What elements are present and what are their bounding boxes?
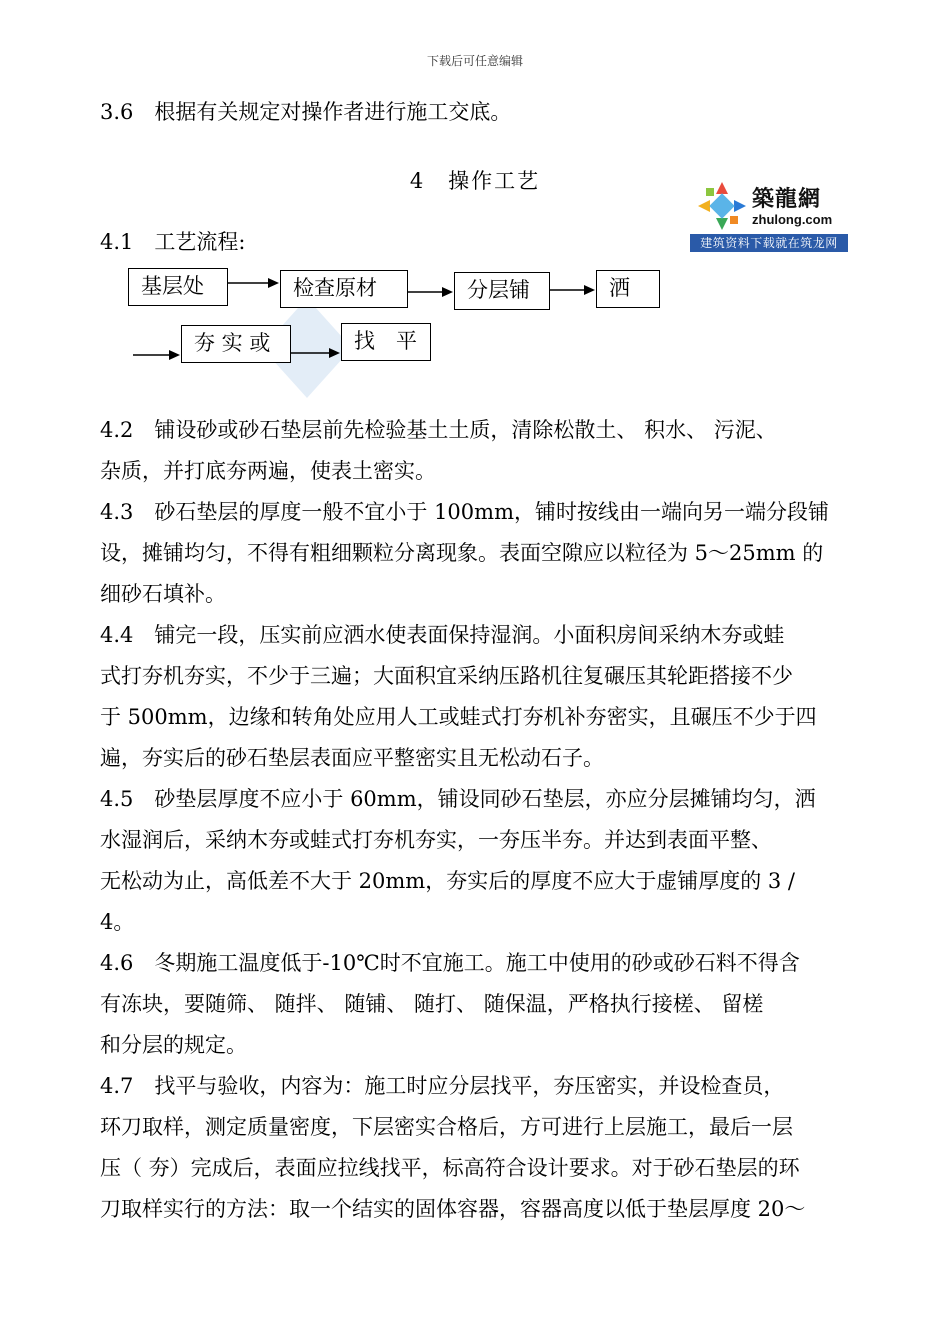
flow-box-compact: 夯 实 或 (181, 325, 291, 363)
flow-box-inspect: 检查原材 (280, 270, 408, 308)
flow-box-layer: 分层铺 (454, 272, 550, 310)
para-4-3-line-1: 4.3 砂石垫层的厚度一般不宜小于 100mm，铺时按线由一端向另一端分段铺 (100, 500, 829, 524)
flow-box-base: 基层处 (128, 268, 228, 306)
flow-arrow-1 (228, 276, 280, 290)
logo-tagline: 建筑资料下载就在筑龙网 (690, 234, 848, 252)
para-4-2-line-1: 4.2 铺设砂或砂石垫层前先检验基土土质，清除松散土、 积水、 污泥、 (100, 418, 777, 442)
para-4-4-line-3: 于 500mm，边缘和转角处应用人工或蛙式打夯机补夯密实，且碾压不少于四 (100, 705, 817, 729)
flow-box-level: 找 平 (341, 323, 431, 361)
para-4-7-line-4: 刀取样实行的方法：取一个结实的固体容器，容器高度以低于垫层厚度 20～ (100, 1197, 806, 1221)
flow-arrow-3 (550, 283, 596, 297)
flow-title: 4.1 工艺流程: (100, 230, 246, 254)
logo-icon (696, 180, 748, 232)
logo-domain: zhulong.com (752, 212, 833, 227)
para-4-5-line-4: 4。 (100, 910, 135, 934)
para-4-7-line-3: 压（ 夯）完成后，表面应拉线找平，标高符合设计要求。对于砂石垫层的环 (100, 1156, 800, 1180)
zhulong-logo (690, 176, 848, 254)
para-4-7-line-1: 4.7 找平与验收，内容为：施工时应分层找平，夯压密实，并设检查员， (100, 1074, 785, 1098)
para-4-3-line-3: 细砂石填补。 (100, 582, 226, 606)
logo-chinese-name: 築龍網 (752, 186, 822, 212)
para-4-6-line-2: 有冻块，要随筛、 随拌、 随铺、 随打、 随保温，严格执行接槎、 留槎 (100, 992, 764, 1016)
flow-arrow-5 (291, 346, 341, 360)
para-4-4-line-4: 遍，夯实后的砂石垫层表面应平整密实且无松动石子。 (100, 746, 604, 770)
para-4-4-line-2: 式打夯机夯实，不少于三遍；大面积宜采纳压路机往复碾压其轮距搭接不少 (100, 664, 793, 688)
flow-arrow-2 (408, 285, 454, 299)
section-3-6: 3.6 根据有关规定对操作者进行施工交底。 (100, 100, 512, 124)
para-4-6-line-1: 4.6 冬期施工温度低于-10℃时不宜施工。施工中使用的砂或砂石料不得含 (100, 951, 800, 975)
para-4-3-line-2: 设，摊铺均匀，不得有粗细颗粒分离现象。表面空隙应以粒径为 5～25mm 的 (100, 541, 824, 565)
para-4-4-line-1: 4.4 铺完一段，压实前应洒水使表面保持湿润。小面积房间采纳木夯或蛙 (100, 623, 785, 647)
para-4-5-line-1: 4.5 砂垫层厚度不应小于 60mm，铺设同砂石垫层，亦应分层摊铺均匀，洒 (100, 787, 816, 811)
para-4-6-line-3: 和分层的规定。 (100, 1033, 247, 1057)
para-4-5-line-3: 无松动为止，高低差不大于 20mm，夯实后的厚度不应大于虚铺厚度的 3 / (100, 869, 796, 893)
page-header-note: 下载后可任意编辑 (426, 54, 523, 68)
section-heading: 4 操作工艺 (409, 169, 541, 193)
flow-box-sprinkle: 洒 (596, 270, 660, 308)
flow-arrow-4 (133, 348, 181, 362)
para-4-5-line-2: 水湿润后，采纳木夯或蛙式打夯机夯实，一夯压半夯。并达到表面平整、 (100, 828, 772, 852)
para-4-7-line-2: 环刀取样，测定质量密度，下层密实合格后，方可进行上层施工，最后一层 (100, 1115, 793, 1139)
para-4-2-line-2: 杂质，并打底夯两遍，使表土密实。 (100, 459, 436, 483)
